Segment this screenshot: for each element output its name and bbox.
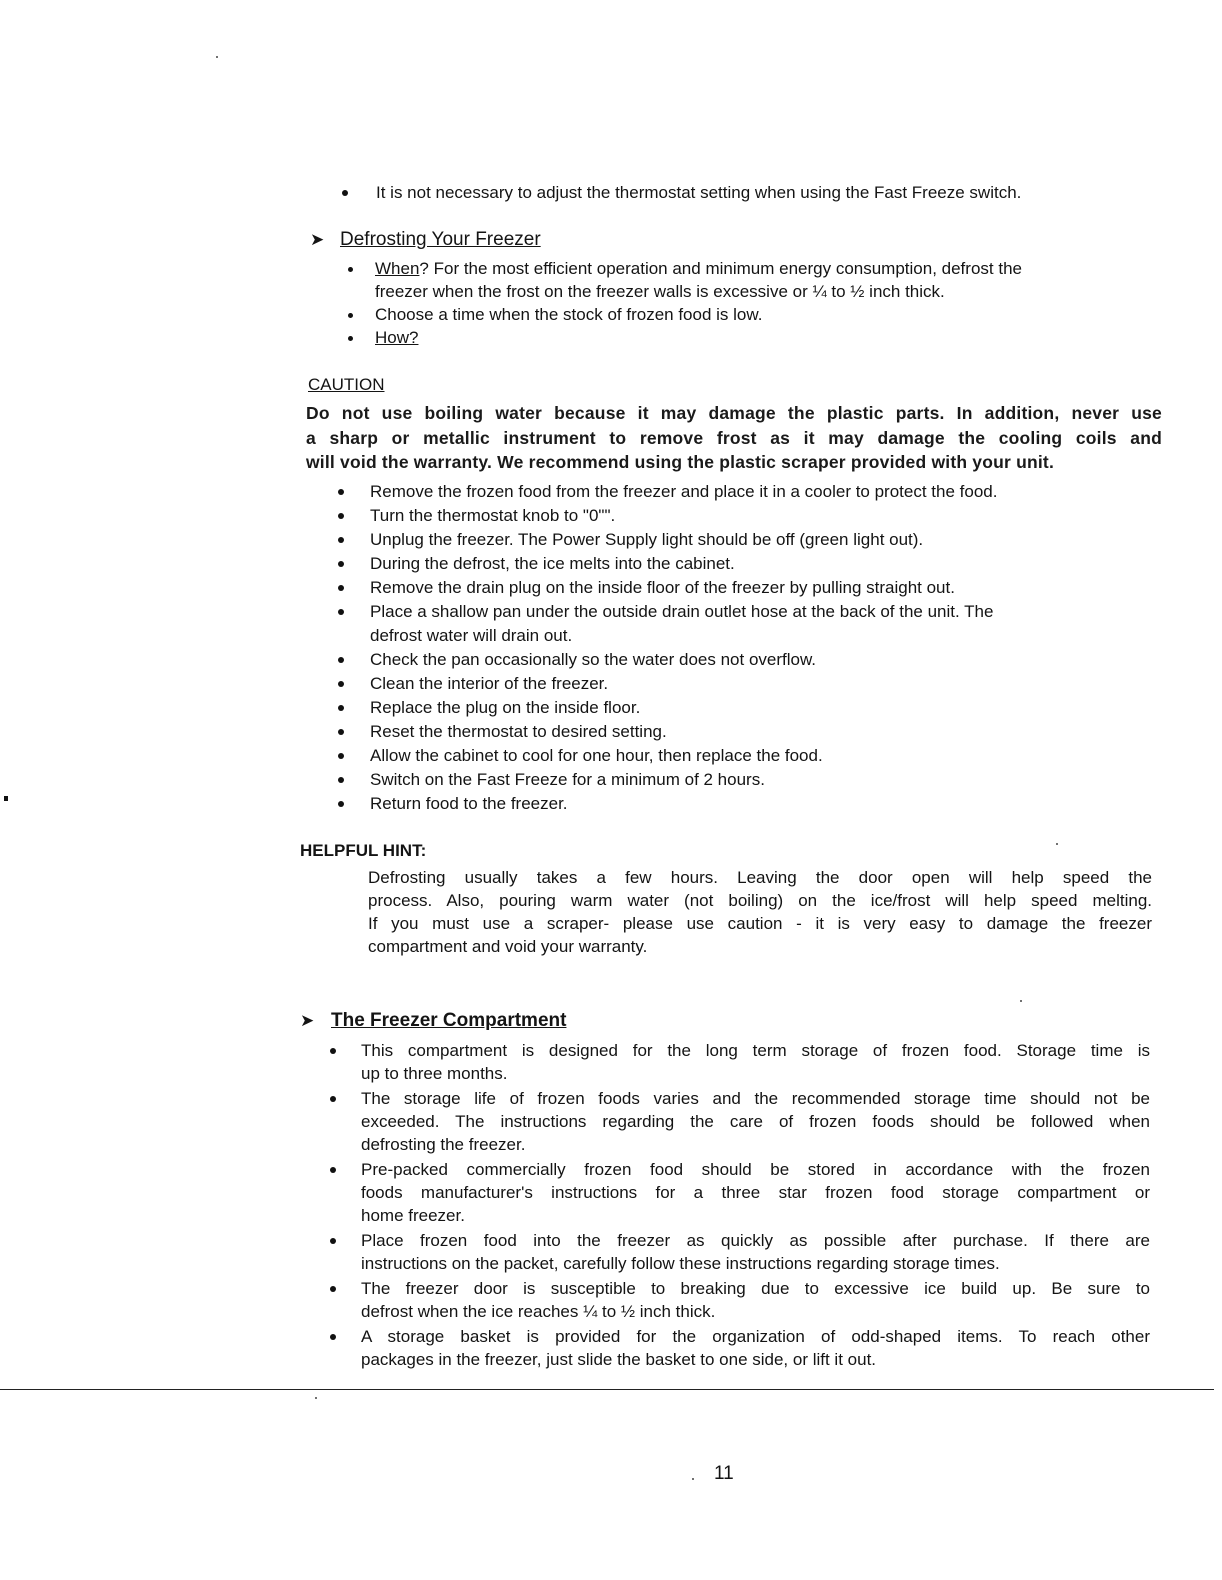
bullet-dot bbox=[348, 267, 353, 272]
list-item bbox=[348, 257, 1148, 303]
list-item bbox=[328, 1039, 1150, 1085]
page-number: 11 bbox=[714, 1463, 734, 1484]
defrost-list bbox=[348, 257, 1148, 349]
defrost-heading bbox=[310, 228, 541, 252]
bullet-dot bbox=[338, 561, 344, 567]
hint-line: compartment and void your warranty. bbox=[368, 937, 648, 956]
bullet-dot bbox=[342, 190, 348, 196]
hint-line: Defrosting usually takes a few hours. Leaving the door open will help speed the bbox=[368, 868, 1152, 887]
bullet-dot bbox=[338, 513, 344, 519]
step-text: Return food to the freezer. bbox=[370, 794, 568, 813]
item-line: up to three months. bbox=[361, 1064, 508, 1083]
step-text: Clean the interior of the freezer. bbox=[370, 674, 609, 693]
item-line: foods manufacturer's instructions for a three star frozen food storage compartment or bbox=[361, 1183, 1150, 1202]
top-bullet-list bbox=[340, 181, 1160, 205]
freezer-heading-title: The Freezer Compartment bbox=[331, 1010, 567, 1031]
when-text: ? For the most efficient operation and minimum energy consumption, defrost the bbox=[419, 259, 1022, 278]
list-item bbox=[338, 720, 1138, 744]
list-item bbox=[328, 1229, 1150, 1275]
scan-speck bbox=[1020, 1000, 1022, 1002]
item-line: Place frozen food into the freezer as quickly as possible after purchase. If there are bbox=[361, 1231, 1150, 1250]
bullet-dot bbox=[330, 1096, 336, 1102]
scan-speck bbox=[216, 56, 218, 58]
step-text: Switch on the Fast Freeze for a minimum of 2 hours. bbox=[370, 770, 765, 789]
list-item bbox=[338, 480, 1138, 504]
bullet-dot bbox=[338, 729, 344, 735]
item-line: home freezer. bbox=[361, 1206, 465, 1225]
hint-line: If you must use a scraper- please use caution - it is very easy to damage the freezer bbox=[368, 914, 1152, 933]
bullet-dot bbox=[338, 705, 344, 711]
item-line: defrost when the ice reaches ¼ to ½ inch thick. bbox=[361, 1302, 716, 1321]
list-item bbox=[328, 1325, 1150, 1371]
list-item bbox=[338, 696, 1138, 720]
item-line: The freezer door is susceptible to breaking due to excessive ice build up. Be sure to bbox=[361, 1279, 1150, 1298]
caution-line: a sharp or metallic instrument to remove frost as it may damage the cooling coils and bbox=[306, 427, 1162, 448]
defrost-steps bbox=[338, 480, 1138, 816]
bullet-dot bbox=[338, 801, 344, 807]
list-item bbox=[338, 648, 1138, 672]
step-text: Remove the frozen food from the freezer and place it in a cooler to protect the food. bbox=[370, 482, 998, 501]
item-line: packages in the freezer, just slide the basket to one side, or lift it out. bbox=[361, 1350, 877, 1369]
bullet-dot bbox=[338, 609, 344, 615]
item-line: instructions on the packet, carefully follow these instructions regarding storage times. bbox=[361, 1254, 1000, 1273]
caution-line: Do not use boiling water because it may damage the plastic parts. In addition, never use bbox=[306, 403, 1162, 423]
arrow-icon: ➤ bbox=[310, 230, 325, 249]
scan-speck bbox=[1056, 843, 1058, 845]
step-text: Unplug the freezer. The Power Supply light should be off (green light out). bbox=[370, 530, 924, 549]
bullet-dot bbox=[330, 1334, 336, 1340]
list-item bbox=[338, 528, 1138, 552]
list-item bbox=[338, 504, 1138, 528]
item-line: exceeded. The instructions regarding the care of frozen foods should be followed when bbox=[361, 1112, 1150, 1131]
list-item bbox=[338, 792, 1138, 816]
item-line: defrosting the freezer. bbox=[361, 1135, 526, 1154]
step-text: Place a shallow pan under the outside drain outlet hose at the back of the unit. The bbox=[370, 602, 994, 621]
list-item bbox=[338, 672, 1138, 696]
how-label: How? bbox=[375, 328, 419, 347]
list-item bbox=[338, 552, 1138, 576]
scan-speck bbox=[315, 1397, 317, 1399]
bullet-dot bbox=[330, 1238, 336, 1244]
scan-speck bbox=[4, 796, 8, 801]
arrow-icon: ➤ bbox=[300, 1011, 315, 1030]
bullet-dot bbox=[338, 537, 344, 543]
list-item bbox=[328, 1277, 1150, 1323]
item-line: The storage life of frozen foods varies and the recommended storage time should not be bbox=[361, 1089, 1150, 1108]
bullet-dot bbox=[338, 489, 344, 495]
list-item bbox=[338, 744, 1138, 768]
step-text: Reset the thermostat to desired setting. bbox=[370, 722, 667, 741]
step-text: Allow the cabinet to cool for one hour, then replace the food. bbox=[370, 746, 823, 765]
scan-speck bbox=[692, 1478, 694, 1480]
choose-text: Choose a time when the stock of frozen food is low. bbox=[375, 305, 763, 324]
list-item bbox=[328, 1087, 1150, 1156]
caution-line: will void the warranty. We recommend using the plastic scraper provided with your unit. bbox=[306, 452, 1055, 472]
bullet-dot bbox=[330, 1048, 336, 1054]
item-line: Pre-packed commercially frozen food should be stored in accordance with the frozen bbox=[361, 1160, 1150, 1179]
freezer-heading bbox=[300, 1009, 566, 1033]
bullet-dot bbox=[330, 1286, 336, 1292]
hint-line: process. Also, pouring warm water (not boiling) on the ice/frost will help speed melting. bbox=[368, 891, 1152, 910]
when-label: When bbox=[375, 259, 420, 278]
step-text: During the defrost, the ice melts into the cabinet. bbox=[370, 554, 735, 573]
bullet-dot bbox=[338, 657, 344, 663]
list-item bbox=[338, 600, 1138, 648]
bullet-dot bbox=[338, 681, 344, 687]
step-text: Turn the thermostat knob to "0"". bbox=[370, 506, 616, 525]
step-text: Check the pan occasionally so the water does not overflow. bbox=[370, 650, 817, 669]
item-line: This compartment is designed for the long term storage of frozen food. Storage time is bbox=[361, 1041, 1150, 1060]
list-item bbox=[338, 768, 1138, 792]
bullet-dot bbox=[338, 777, 344, 783]
bullet-dot bbox=[348, 336, 353, 341]
bullet-text: It is not necessary to adjust the thermostat setting when using the Fast Freeze switch. bbox=[376, 183, 1022, 202]
bullet-dot bbox=[338, 585, 344, 591]
bullet-dot bbox=[338, 753, 344, 759]
caution-title: CAUTION bbox=[308, 375, 385, 394]
freezer-list bbox=[328, 1039, 1150, 1373]
hint-title: HELPFUL HINT: bbox=[300, 841, 427, 860]
bullet-dot bbox=[348, 313, 353, 318]
caution-text bbox=[306, 401, 1162, 475]
list-item bbox=[340, 181, 1160, 205]
list-item bbox=[348, 326, 1148, 349]
step-text-cont: defrost water will drain out. bbox=[370, 626, 573, 645]
item-line: A storage basket is provided for the organization of odd-shaped items. To reach other bbox=[361, 1327, 1150, 1346]
defrost-heading-title: Defrosting Your Freezer bbox=[340, 229, 541, 250]
footer-rule bbox=[0, 1389, 1214, 1390]
list-item bbox=[328, 1158, 1150, 1227]
hint-text bbox=[368, 866, 1152, 958]
step-text: Replace the plug on the inside floor. bbox=[370, 698, 641, 717]
when-text-cont: freezer when the frost on the freezer walls is excessive or ¼ to ½ inch thick. bbox=[375, 282, 945, 301]
list-item bbox=[348, 303, 1148, 326]
step-text: Remove the drain plug on the inside floor of the freezer by pulling straight out. bbox=[370, 578, 955, 597]
list-item bbox=[338, 576, 1138, 600]
bullet-dot bbox=[330, 1167, 336, 1173]
